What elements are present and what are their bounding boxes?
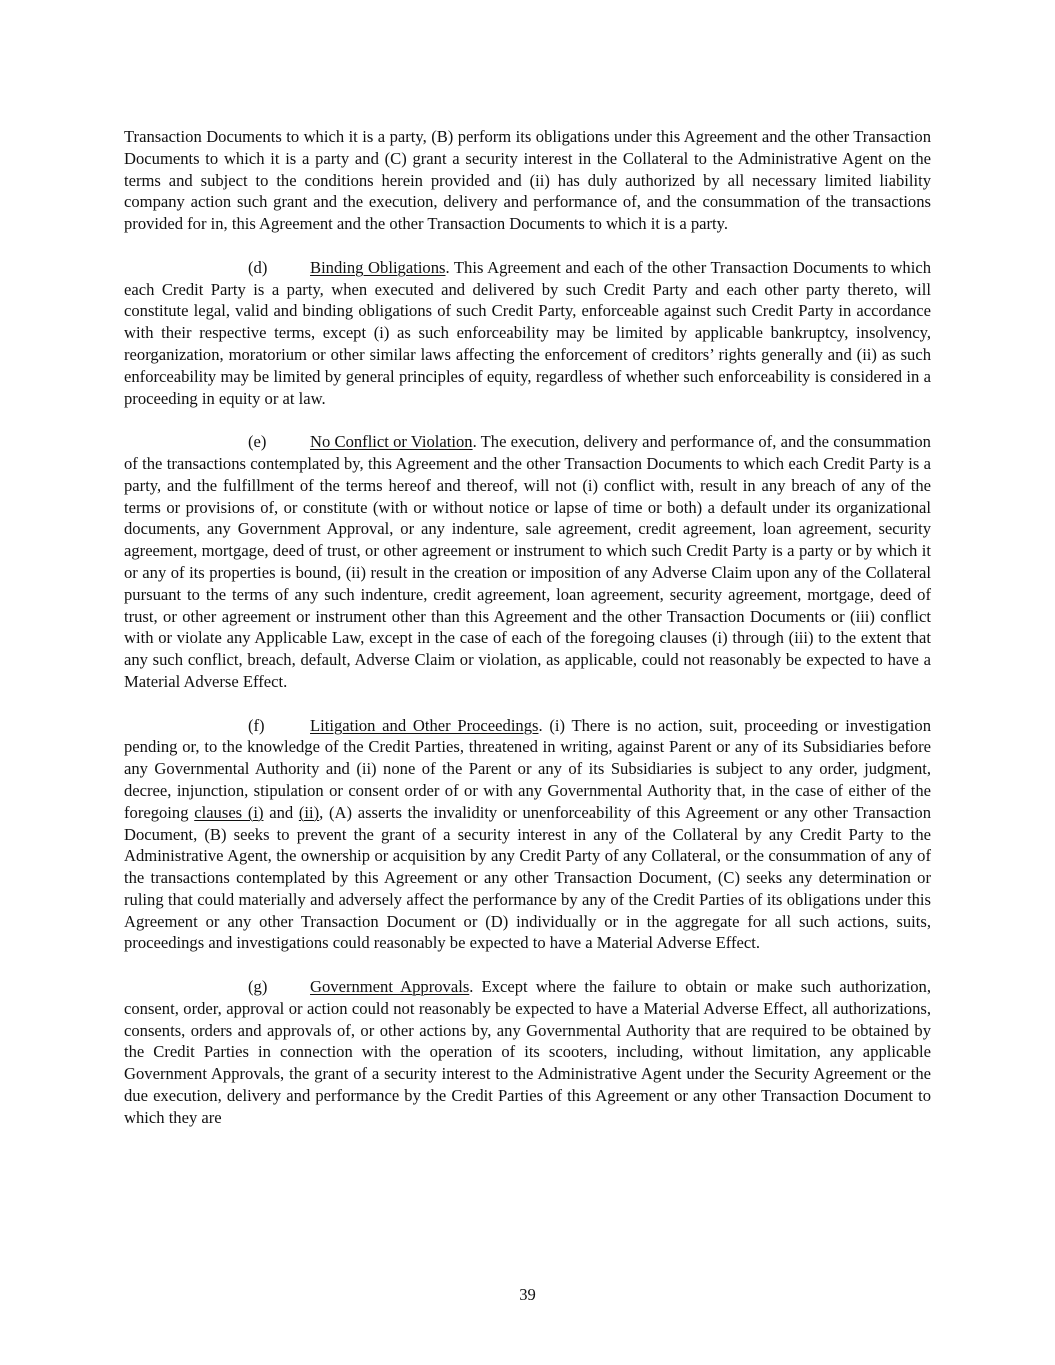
section-f-litigation xyxy=(124,715,931,955)
section-d-body: . This Agreement and each of the other Transaction Documents to which each Credit Party is a party, when executed and delivered by such Credit Party and each other party thereto, will constitute legal, valid and binding obligations of such Credit Party, enforceable against such Credit Party in accordance with their respective terms, except (i) as such enforceability may be limited by applicable bankruptcy, insolvency, reorganization, moratorium or other similar laws affecting the enforcement of creditors’ rights generally and (ii) as such enforceability may be limited by general principles of equity, regardless of whether such enforceability is considered in a proceeding in equity or at law. xyxy=(124,257,932,408)
section-f-body-c: , (A) asserts the invalidity or unenforceability of this Agreement or any other Transaction Document, (B) seeks to prevent the grant of a security interest in any of the Collateral by any Credit Party to the Administrative Agent, the ownership or acquisition by any Credit Party of any Collateral, or the consummation of any of the transactions contemplated by this Agreement or any other Transaction Document, (C) seeks any determination or ruling that could materially and adversely affect the performance by any of the Credit Parties of its obligations under this Agreement or any other Transaction Document or (D) individually or in the aggregate for all such actions, suits, proceedings and investigations could reasonably be expected to have a Material Adverse Effect. xyxy=(124,802,931,953)
document-body xyxy=(124,126,931,1150)
section-f-body-b: and xyxy=(263,802,299,822)
continuation-paragraph xyxy=(124,126,931,235)
section-d-label: (d) xyxy=(248,257,268,277)
section-f-clause-ref-i: clauses (i) xyxy=(194,802,264,822)
section-d-heading: Binding Obligations xyxy=(310,257,446,277)
section-f-heading: Litigation and Other Proceedings xyxy=(310,715,539,735)
section-f-label: (f) xyxy=(248,715,265,735)
continuation-text: Transaction Documents to which it is a party, (B) perform its obligations under this Agreement and the other Transaction Documents to which it is a party and (C) grant a security interest in the Collateral to the Administrative Agent on the terms and subject to the conditions herein provided and (ii) has duly authorized by all necessary limited liability company action such grant and the execution, delivery and performance of, and the consummation of the transactions provided for in, this Agreement and the other Transaction Documents to which it is a party. xyxy=(124,127,931,234)
section-g-government-approvals xyxy=(124,976,931,1129)
section-e-no-conflict xyxy=(124,431,931,693)
page-number: 39 xyxy=(519,1285,536,1304)
section-d-binding-obligations xyxy=(124,257,931,410)
section-f-clause-ref-ii: (ii) xyxy=(298,802,320,822)
section-f-body-a: . (i) There is no action, suit, proceeding or investigation pending or, to the knowledge of the Credit Parties, threatened in writing, against Parent or any of its Subsidiaries before any Governmental Authority and (ii) none of the Parent or any of its Subsidiaries is subject to any order, judgment, decree, injunction, stipulation or consent order of or with any Governmental Authority that, in the case of either of the foregoing xyxy=(124,715,931,822)
section-e-heading: No Conflict or Violation xyxy=(310,432,473,452)
section-e-body: . The execution, delivery and performance of, and the consummation of the transactions contemplated by, this Agreement and the other Transaction Documents to which each Credit Party is a party, and the fulfillment of the terms hereof and thereof, will not (i) conflict with, result in any breach of any of the terms or provisions of, or constitute (with or without notice or lapse of time or both) a default under its organizational documents, any Government Approval, or any indenture, sale agreement, credit agreement, loan agreement, security agreement, mortgage, deed of trust, or other agreement or instrument to which such Credit Party is a party or by which it or any of its properties is bound, (ii) result in the creation or imposition of any Adverse Claim upon any of the Collateral pursuant to the terms of any such indenture, credit agreement, loan agreement, security agreement, mortgage, deed of trust, or other agreement or instrument other than this Agreement and the other Transaction Documents or (iii) conflict with or violate any Applicable Law, except in the case of each of the foregoing clauses (i) through (iii) to the extent that any such conflict, breach, default, Adverse Claim or violation, as applicable, could not reasonably be expected to have a Material Adverse Effect. xyxy=(124,432,931,691)
section-e-label: (e) xyxy=(248,432,267,452)
section-g-label: (g) xyxy=(248,977,268,997)
section-g-body: . Except where the failure to obtain or make such authorization, consent, order, approval or action could not reasonably be expected to have a Material Adverse Effect, all authorizations, consents, orders and approvals of, or other actions by, any Governmental Authority that are required to be obtained by the Credit Parties in connection with the operation of its scooters, including, without limitation, any applicable Government Approvals, the grant of a security interest to the Administrative Agent under the Security Agreement or the due execution, delivery and performance by the Credit Parties of this Agreement or any other Transaction Document to which they are xyxy=(124,977,931,1127)
section-g-heading: Government Approvals xyxy=(310,977,470,997)
